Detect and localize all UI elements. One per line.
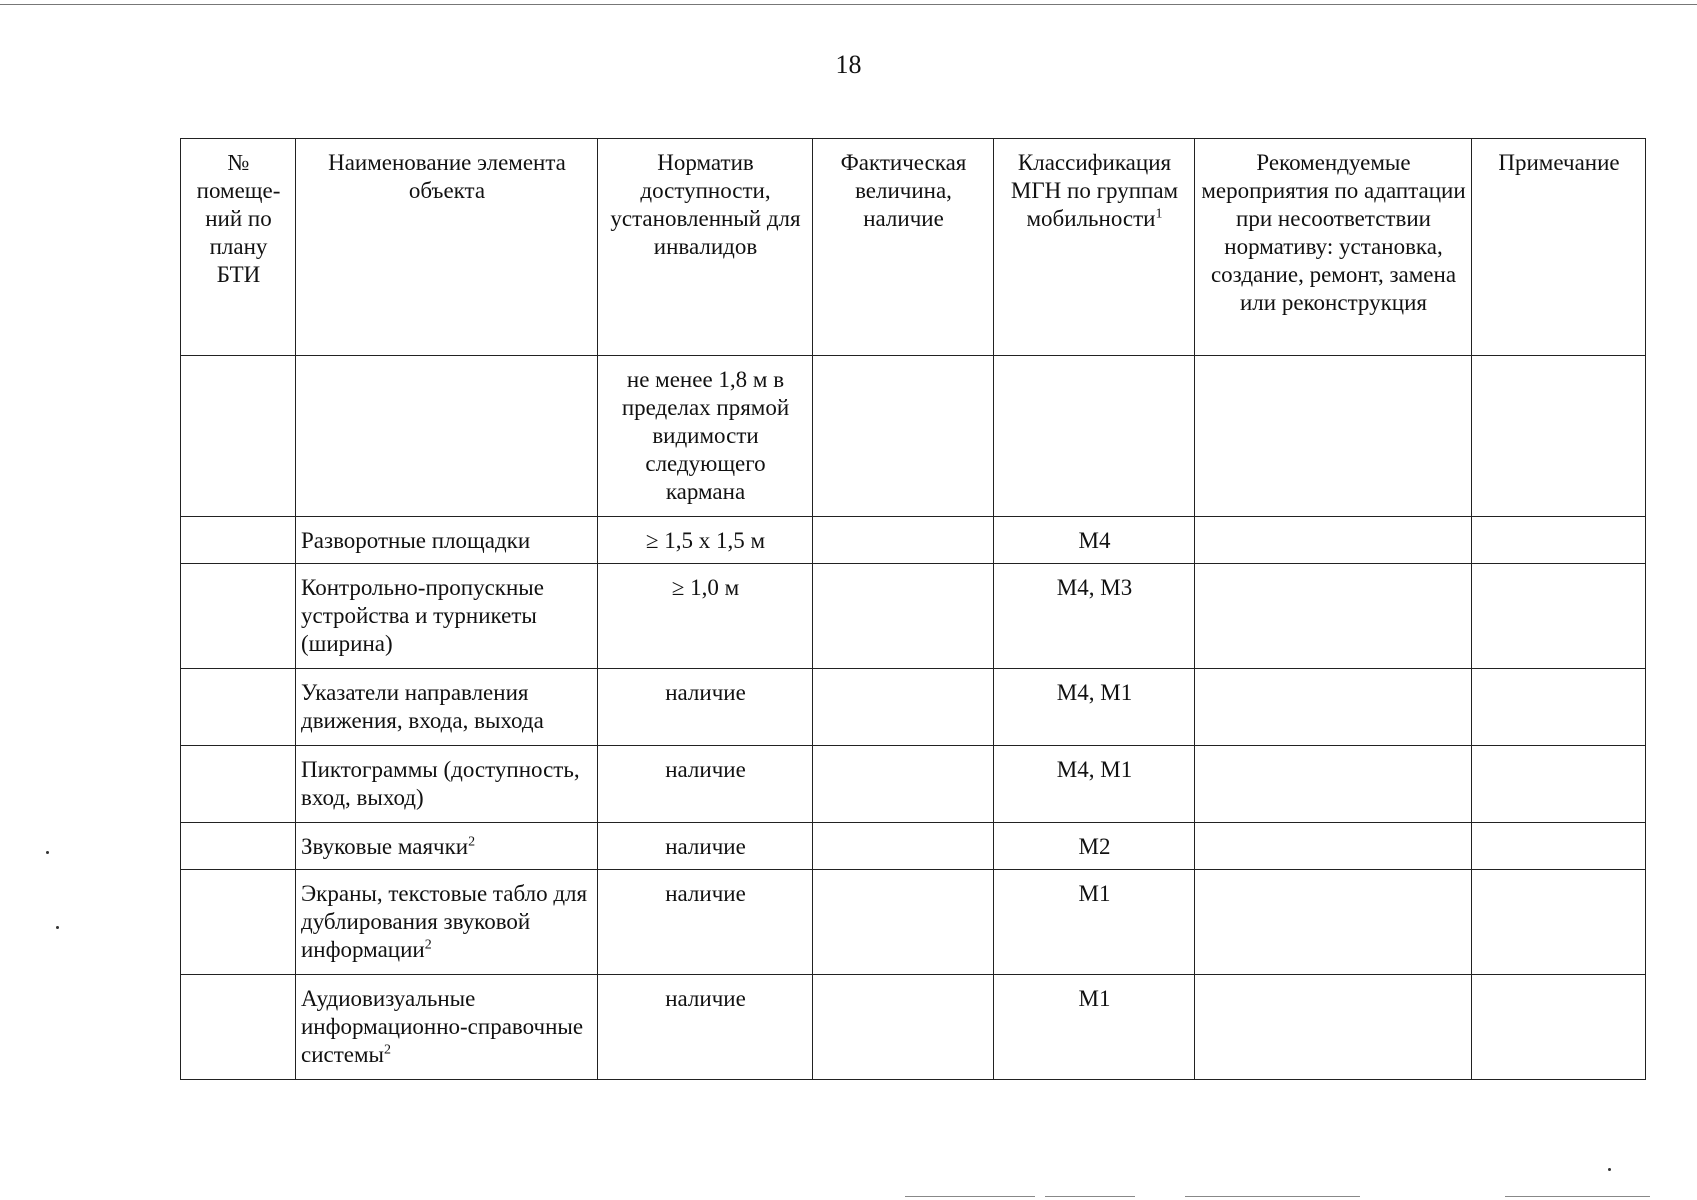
cell-room-number <box>181 669 296 746</box>
cell-recommendation <box>1195 870 1472 975</box>
cell-norm: наличие <box>598 823 813 870</box>
cell-room-number <box>181 975 296 1080</box>
cell-note <box>1472 669 1646 746</box>
table-row <box>181 746 1646 823</box>
cell-actual <box>813 823 994 870</box>
cell-recommendation <box>1195 564 1472 669</box>
cell-note <box>1472 564 1646 669</box>
cell-note <box>1472 746 1646 823</box>
scan-speck <box>1608 1168 1611 1171</box>
cell-recommendation <box>1195 823 1472 870</box>
cell-room-number <box>181 517 296 564</box>
cell-norm: наличие <box>598 975 813 1080</box>
cell-note <box>1472 356 1646 517</box>
table-row <box>181 669 1646 746</box>
cell-actual <box>813 517 994 564</box>
header-element-name: Наименование элемента объекта <box>296 139 598 356</box>
cell-recommendation <box>1195 356 1472 517</box>
header-note: Примечание <box>1472 139 1646 356</box>
cell-classification: М4, М3 <box>994 564 1195 669</box>
cell-note <box>1472 975 1646 1080</box>
cell-actual <box>813 870 994 975</box>
table-row <box>181 517 1646 564</box>
cell-note <box>1472 517 1646 564</box>
cell-recommendation <box>1195 517 1472 564</box>
cell-actual <box>813 669 994 746</box>
cell-element-name: Указатели направления движения, входа, выхода <box>296 669 598 746</box>
cell-classification: М1 <box>994 870 1195 975</box>
cell-note <box>1472 870 1646 975</box>
cell-norm: наличие <box>598 870 813 975</box>
cell-recommendation <box>1195 746 1472 823</box>
cell-element-name: Разворотные площадки <box>296 517 598 564</box>
cell-element-name: Аудиовизуальные информационно-справочные системы$^2$ <box>296 975 598 1080</box>
cell-element-name: Звуковые маячки$^2$ <box>296 823 598 870</box>
cell-norm: ≥ 1,0 м <box>598 564 813 669</box>
accessibility-table <box>180 138 1646 1080</box>
cell-norm: наличие <box>598 746 813 823</box>
cell-room-number <box>181 356 296 517</box>
cell-classification: М4, М1 <box>994 746 1195 823</box>
cell-classification: М2 <box>994 823 1195 870</box>
cell-norm: ≥ 1,5 х 1,5 м <box>598 517 813 564</box>
cell-room-number <box>181 823 296 870</box>
cell-room-number <box>181 870 296 975</box>
cell-element-name: Экраны, текстовые табло для дублирования звуковой информации$^2$ <box>296 870 598 975</box>
table-row <box>181 356 1646 517</box>
cell-element-name: Пиктограммы (доступность, вход, выход) <box>296 746 598 823</box>
bottom-scan-line <box>1045 1196 1135 1197</box>
cell-actual <box>813 356 994 517</box>
header-room-number: № помеще-ний по плану БТИ <box>181 139 296 356</box>
cell-recommendation <box>1195 669 1472 746</box>
header-recommendations: Рекомендуемые мероприятия по адаптации при несоответствии нормативу: установка, создание, ремонт, замена или реконструкция <box>1195 139 1472 356</box>
cell-element-name: Контрольно-пропускные устройства и турникеты (ширина) <box>296 564 598 669</box>
page-number: 18 <box>835 50 862 79</box>
cell-actual <box>813 746 994 823</box>
bottom-scan-line <box>905 1196 1035 1197</box>
cell-actual <box>813 564 994 669</box>
cell-classification: М4 <box>994 517 1195 564</box>
cell-note <box>1472 823 1646 870</box>
bottom-scan-line <box>1185 1196 1360 1197</box>
header-norm: Норматив доступности, установленный для инвалидов <box>598 139 813 356</box>
table-row <box>181 823 1646 870</box>
cell-classification <box>994 356 1195 517</box>
cell-norm: наличие <box>598 669 813 746</box>
table-row <box>181 564 1646 669</box>
table-row <box>181 975 1646 1080</box>
bottom-scan-line <box>1505 1196 1650 1197</box>
cell-element-name <box>296 356 598 517</box>
cell-classification: М1 <box>994 975 1195 1080</box>
table-header-row <box>181 139 1646 356</box>
footnote-ref: 1 <box>1155 206 1163 222</box>
table-row <box>181 870 1646 975</box>
scan-speck <box>46 851 49 854</box>
scan-speck <box>56 926 59 929</box>
header-classification: Классификация МГН по группам мобильности$^1$ <box>994 139 1195 356</box>
top-border-line <box>0 4 1697 5</box>
cell-room-number <box>181 564 296 669</box>
cell-recommendation <box>1195 975 1472 1080</box>
cell-norm: не менее 1,8 м в пределах прямой видимости следующего кармана <box>598 356 813 517</box>
cell-room-number <box>181 746 296 823</box>
header-actual: Фактическая величина, наличие <box>813 139 994 356</box>
cell-actual <box>813 975 994 1080</box>
cell-classification: М4, М1 <box>994 669 1195 746</box>
